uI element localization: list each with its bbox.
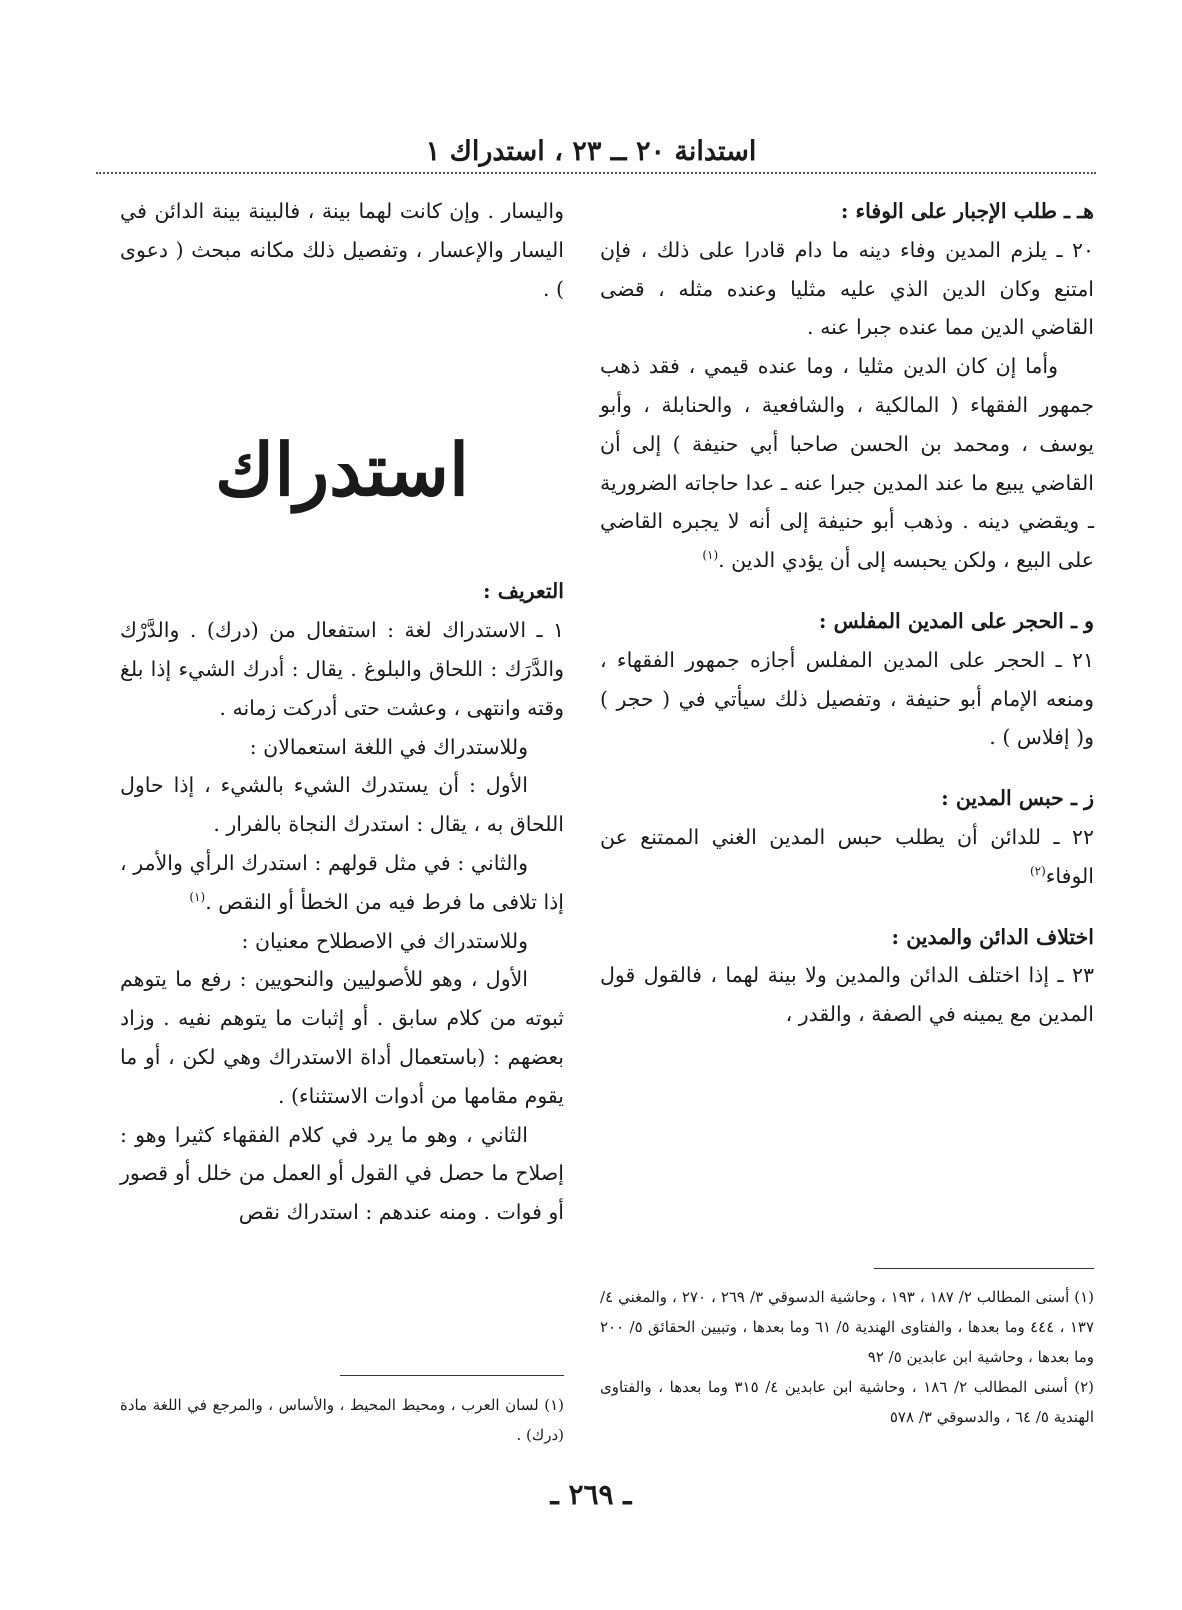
paragraph-23: ٢٣ ـ إذا اختلف الدائن والمدين ولا بينة لهما ، فالقول قول المدين مع يمينه في الصفة ، والقدر ، [600, 963, 1094, 1027]
paragraph-1f: الأول ، وهو للأصوليين والنحويين : رفع ما يتوهم ثبوته من كلام سابق . أو إثبات ما يتوهم نفيه . وزاد بعضهم : (باستعمال أداة الاستدراك وهي لكن ، أو ما يقوم مقامها من أدوات الاستثناء) . [120, 967, 564, 1108]
paragraph-20b [600, 347, 1094, 580]
header-rule [96, 172, 1096, 174]
page-number: ـ ٢٦٩ ـ [550, 1478, 632, 1511]
footnotes-right [600, 1282, 1094, 1432]
paragraph-1g: الثاني ، وهو ما يرد في كلام الفقهاء كثيرا وهو : إصلاح ما حصل في القول أو العمل من خلل أو قصور أو فوات . ومنه عندهم : استدراك نقص [120, 1122, 564, 1225]
footnotes-left [120, 1390, 564, 1450]
paragraph-22-text: ٢٢ ـ للدائن أن يطلب حبس المدين الغني الممتنع عن الوفاء [600, 824, 1094, 888]
paragraph-20b-text: وأما إن كان الدين مثليا ، وما عنده قيمي ، فقد ذهب جمهور الفقهاء ( المالكية ، والشافعية ، والحنابلة ، وأبو يوسف ، ومحمد بن الحسن صاحبا أبي حنيفة ) إلى أن القاضي يبيع ما عند المدين جبرا عنه ـ عدا حاجاته الضرورية ـ ويقضي دينه . وذهب أبو حنيفة إلى أنه لا يجبره القاضي على البيع ، ولكن يحبسه إلى أن يؤدي الدين . [600, 354, 1094, 573]
paragraph-1: ١ ـ الاستدراك لغة : استفعال من (درك) . والدَّرْك والدَّرَك : اللحاق والبلوغ . يقال : أدرك الشيء إذا بلغ وقته وانتهى ، وعشت حتى أدركت زمانه . [120, 618, 564, 720]
paragraph-21: ٢١ ـ الحجر على المدين المفلس أجازه جمهور الفقهاء ، ومنعه الإمام أبو حنيفة ، وتفصيل ذلك سيأتي في ( حجر ) و( إفلاس ) . [600, 647, 1094, 750]
paragraph-1c: الأول : أن يستدرك الشيء بالشيء ، إذا حاول اللحاق به ، يقال : استدرك النجاة بالفرار . [120, 773, 564, 837]
footnote-left-1: (١) لسان العرب ، ومحيط المحيط ، والأساس ، والمرجع في اللغة مادة (درك) . [120, 1396, 564, 1444]
footnote-ref-1: (١) [702, 548, 719, 563]
footnote-right-2: (٢) أسنى المطالب ٢/ ١٨٦ ، وحاشية ابن عابدين ٤/ ٣١٥ وما بعدها ، والفتاوى الهندية ٥/ ٦٤ ، والدسوقي ٣/ ٥٧٨ [600, 1378, 1094, 1426]
section-title: استدراك [215, 427, 469, 513]
page-header: استدانة ٢٠ ــ ٢٣ ، استدراك ١ [425, 136, 757, 167]
left-column [120, 192, 564, 1232]
paragraph-22 [600, 818, 1094, 896]
heading-waw: و ـ الحجر على المدين المفلس : [818, 608, 1094, 633]
paragraph-20: ٢٠ ـ يلزم المدين وفاء دينه ما دام قادرا على ذلك ، فإن امتنع وكان الدين الذي عليه مثليا وعنده مثله ، قضى القاضي الدين مما عنده جبرا عنه . [600, 237, 1094, 340]
paragraph-1d-text: والثاني : في مثل قولهم : استدرك الرأي والأمر ، إذا تلافى ما فرط فيه من الخطأ أو النقص . [120, 850, 564, 914]
footnote-rule-right [874, 1268, 1094, 1269]
footnote-rule-left [340, 1375, 564, 1376]
paragraph-1d [120, 844, 564, 922]
footnote-right-1: (١) أسنى المطالب ٢/ ١٨٧ ، ١٩٣ ، وحاشية الدسوقي ٣/ ٢٦٩ ، ٢٧٠ ، والمغني ٤/ ١٣٧ ، ٤٤٤ وما بعدها ، والفتاوى الهندية ٥/ ٦١ وما بعدها ، وتبيين الحقائق ٥/ ٢٠٠ وما بعدها ، وحاشية ابن عابدين ٥/ ٩٢ [600, 1288, 1094, 1366]
paragraph-1e: وللاستدراك في الاصطلاح معنيان : [241, 928, 528, 953]
footnote-ref-2: (٢) [1029, 863, 1046, 878]
continuation-paragraph: واليسار . وإن كانت لهما بينة ، فالبينة بينة الدائن في اليسار والإعسار ، وتفصيل ذلك مكانه مبحث ( دعوى ) . [120, 199, 564, 301]
footnote-ref-left-1: (١) [189, 889, 206, 904]
heading-tarif: التعريف : [483, 579, 564, 604]
right-column [600, 192, 1094, 1034]
heading-he: هـ ـ طلب الإجبار على الوفاء : [840, 199, 1094, 223]
heading-ikhtilaf: اختلاف الدائن والمدين : [891, 924, 1094, 949]
paragraph-1b: وللاستدراك في اللغة استعمالان : [249, 734, 528, 759]
heading-zay: ز ـ حبس المدين : [941, 786, 1094, 811]
